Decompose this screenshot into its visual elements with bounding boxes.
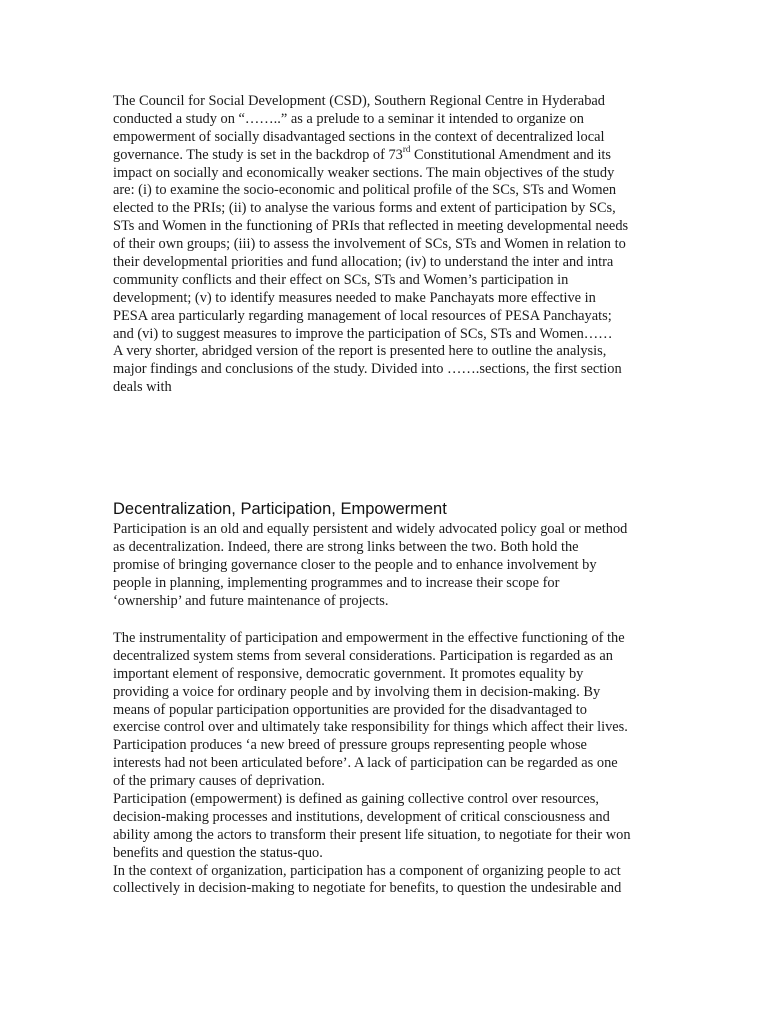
ordinal-superscript: rd [402,143,411,154]
text-line: their developmental priorities and fund allocation; (iv) to understand the inter and intra [113,254,614,271]
text-line: benefits and question the status-quo. [113,844,323,861]
text-line: A very shorter, abridged version of the report is presented here to outline the analysis, [113,343,607,360]
text-line: of their own groups; (iii) to assess the involvement of SCs, STs and Women in relation to [113,236,626,253]
section-heading: Decentralization, Participation, Empowerment [113,500,447,518]
text-line-with-superscript [113,143,628,165]
text-line: In the context of organization, participation has a component of organizing people to act [113,862,621,879]
text-line: providing a voice for ordinary people and by involving them in decision-making. By [113,683,601,700]
text-line: conducted a study on “……..” as a prelude to a seminar it intended to organize on [113,110,584,127]
text-line: people in planning, implementing programmes and to increase their scope for [113,574,560,591]
text-line: community conflicts and their effect on SCs, STs and Women’s participation in [113,271,569,288]
text-line: as decentralization. Indeed, there are strong links between the two. Both hold the [113,538,579,555]
text-line: means of popular participation opportunities are provided for the disadvantaged to [113,701,587,718]
text-line: development; (v) to identify measures needed to make Panchayats more effective in [113,289,596,306]
text-line: major findings and conclusions of the study. Divided into …….sections, the first section [113,361,622,378]
text-line: deals with [113,379,172,396]
text-line: PESA area particularly regarding management of local resources of PESA Panchayats; [113,307,612,324]
text-line: empowerment of socially disadvantaged sections in the context of decentralized local [113,128,605,145]
text-line: STs and Women in the functioning of PRIs that reflected in meeting developmental needs [113,218,629,235]
text-line: of the primary causes of deprivation. [113,773,325,790]
text-line: Participation is an old and equally persistent and widely advocated policy goal or method [113,521,628,537]
text-line: decentralized system stems from several considerations. Participation is regarded as an [113,647,613,664]
text-line: exercise control over and ultimately take responsibility for things which affect their lives. [113,719,628,736]
text-line: and (vi) to suggest measures to improve the participation of SCs, STs and Women…… [113,325,613,342]
text-fragment: Constitutional Amendment and its [410,146,612,163]
text-line: impact on socially and economically weaker sections. The main objectives of the study [113,164,615,181]
text-line: interests had not been articulated before’. A lack of participation can be regarded as one [113,755,618,772]
text-line: elected to the PRIs; (ii) to analyse the various forms and extent of participation by SCs, [113,200,616,217]
text-line: Participation produces ‘a new breed of pressure groups representing people whose [113,737,587,754]
paragraph-participation-intro [113,521,627,610]
text-line: decision-making processes and institutions, development of critical consciousness and [113,808,610,825]
intro-paragraph [113,93,628,397]
text-line: important element of responsive, democratic government. It promotes equality by [113,665,584,682]
text-line: are: (i) to examine the socio-economic and political profile of the SCs, STs and Women [113,182,617,199]
text-fragment: governance. The study is set in the backdrop of 73 [113,146,403,163]
paragraph-instrumentality [113,630,631,898]
text-line: ability among the actors to transform their present life situation, to negotiate for their won [113,826,631,843]
text-line: ‘ownership’ and future maintenance of projects. [113,592,389,609]
text-line: The instrumentality of participation and empowerment in the effective functioning of the [113,630,625,646]
text-line: The Council for Social Development (CSD), Southern Regional Centre in Hyderabad [113,93,605,109]
text-line: collectively in decision-making to negotiate for benefits, to question the undesirable and [113,880,622,897]
text-line: Participation (empowerment) is defined as gaining collective control over resources, [113,791,599,808]
text-line: promise of bringing governance closer to the people and to enhance involvement by [113,556,597,573]
